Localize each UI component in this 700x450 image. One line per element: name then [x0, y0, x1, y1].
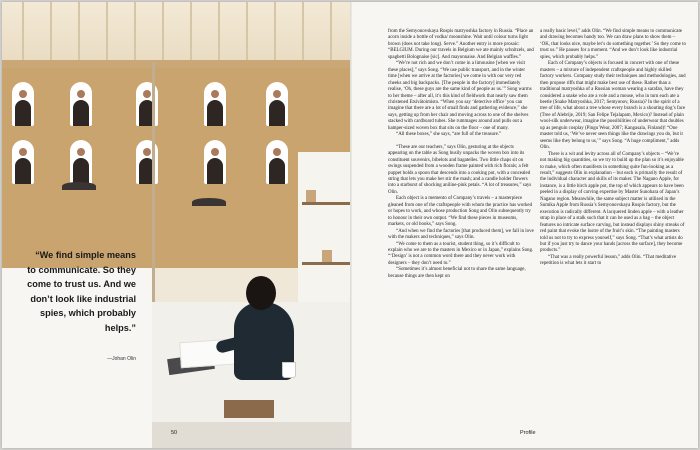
wall-niche: [204, 82, 226, 126]
wall-niche: [70, 140, 92, 184]
wall-niche: [204, 140, 226, 184]
text-column-1: [388, 29, 534, 280]
cup: [282, 362, 296, 378]
text-column-2: [540, 29, 686, 268]
page-section-label: Profile: [520, 430, 536, 436]
studio-photograph: [2, 2, 350, 448]
desk-edge: [152, 422, 350, 448]
wall-niche: [12, 82, 34, 126]
wooden-block: [224, 400, 274, 418]
wall-niche: [266, 140, 288, 184]
pull-quote: “We find simple means to communicate. So they come to trust us. And we don’t look like industrial spies, which probably helps.”: [27, 250, 136, 333]
ceiling-beam: [2, 60, 350, 68]
paragraph: “We come to them as a tourist, student thing, so it’s difficult to explain who we are to the masters in Mexico or in Japan,” explains Song. “‘Design’ is not a common word there and they never work with designers – they don’t need to.”: [388, 241, 534, 266]
paragraph: Each of Company’s objects is focused in concert with one of these masters – a mixture of independent craftspeople and highly skilled factory workers. Company study their techniques and methodologies, and then propose riffs that might make best use of these. Rather than a traditional matryoshka of a Russian woman wearing a sarafan, have they considered a snake who ate a vole and a mouse, who in turn each ate a beetle (Snake Matryoshka, 2017; Semyonov, Russia)? In the spirit of a tree of life, what about a tree whose every branch is a shouting dog’s face (Tree of Alebrije, 2019; San Felipe Tejalapam, Mexico)? Instead of plain wool-silk underwear, imagine the possibilities of underwear that doubles up as penguin cosplay (Pingu Wear, 2007; Kangasala, Finland)! “One master told us, ‘We’ve never seen things like the drawings you do, but it seems like they belong to us,’” says Song. “A huge compliment,” adds Olin.: [540, 61, 686, 151]
pendant-lamp: [192, 198, 226, 206]
paragraph: Each object is a memento of Company’s travels – a masterpiece gleaned from one of the craftspeople with whom the practice has worked or hopes to work, and whose production Song and Olin subsequently try to honour in their own output. “We find these pieces in museums, markets, or old books,” says Song.: [388, 196, 533, 228]
pull-quote-attribution: —Johan Olin: [107, 356, 136, 362]
page-gutter: [350, 2, 352, 448]
wall-niche: [12, 140, 34, 184]
wall-niche: [70, 82, 92, 126]
paragraph: from the Semyonovskaya Rospis matryoshka factory in Russia. “Place an acorn inside a bottle of vodka/ moonshine. Wait until colour turns light brown (does not take long). Serve.” Another entry is more prosaic: “BELGIUM. During our travels in Belgium we ate mainly schnitzels, and spaghetti Bolognaise [sic]. And mayonnaise. And Belgian waffles.”: [388, 29, 534, 60]
magazine-spread: [2, 2, 698, 448]
ceiling-slats: [2, 2, 350, 62]
person-head: [246, 276, 276, 310]
paragraph: “That was a really powerful lesson,” adds Olin. “That meditative repetition is what lets it start to: [540, 254, 677, 267]
paragraph: “And when we find the factories [that produced them], we fall in love with the makers and techniques,” says Olin.: [388, 228, 534, 241]
paragraph: “Sometimes it’s almost beneficial not to share the same language, because things are then kept on: [388, 267, 526, 279]
paragraph: “All these boxes,” she says, “are full of the treasure.”: [396, 132, 502, 138]
pendant-lamp: [62, 182, 96, 190]
paragraph: a really basic level,” adds Olin. “We find simple means to communicate and drawing becomes handy too. We can draw plans to show them – ‘OK, that looks nice, maybe let’s do something together.’ So they come to trust us.” He pauses for a moment. “And we don’t look like industrial spies, which probably helps.”: [540, 29, 686, 60]
wall-niche: [266, 82, 288, 126]
paragraph: “We’re not rich and we don’t come in a limousine [when we visit these places],” says Song. “We use public transport, and in the winter time [when we arrive at the factories] we come in with our very red cheeks and big backpacks. [The people in the factory] immediately realise, ‘Oh, these guys are the same kind of people as us.’” Song warms to her theme – after all, it’s this kind of fieldwork that nearly saw them christened Etsivätoimisto. “When you say ‘detective office’ you can imagine that there are a lot of small finds and gathering evidence,” she says, getting up from her chair and moving across to one of the shelves stacked with cardboard tubes. She rummages around and pulls out a hamper-sized woven box that sits on the floor – one of many.: [388, 61, 532, 131]
paragraph: “These are our teachers,” says Olin, gesturing at the objects appearing on the table as Song busily unpacks the woven box into its constituent souvenirs, bibelots and bagatelles. Two little chaps sit on swings suspended from a wooden frame painted with rich florals; a felt puppet holds a spoon that descends into a cooking pot, with a concealed string that lets you make her stir the mash; and a candle holder flowers into a starburst of shocking aniline-pink petals. “A lot of treasures,” says Olin.: [388, 144, 532, 195]
page-number-left: 50: [171, 430, 178, 436]
paragraph: There is a wit and levity across all of Company’s objects – “We’re not making big quantities, so we try to build up the plan so it’s enjoyable to make, which often manifests in something quite fun-looking as a result,” suggests Olin in explanation – but each is primarily the result of the individual character and skills of its maker. The Nagano Apple, for instance, is a little birch apple pot, the top of which appears to have been peeled in a display of carving expertise by Master Sunohara of Japan’s Nagano region. Meanwhile, the same subject matter is utilised in the Sumika Apple from Russia’s Semyonovskaya Rospis factory, but the execution is radically different. A lacquered linden apple – with a leather strap in place of a stalk such that it can be used as a bag – the object features no intricate surface carving, but instead displays shiny streaks of red paint that evoke the lustre of the fruit’s skin. “The painting masters told us not to try to express yourself,” says Song. “That’s what artists do but if you just try to dance your hands [across the surface], they become products.”: [540, 151, 685, 254]
